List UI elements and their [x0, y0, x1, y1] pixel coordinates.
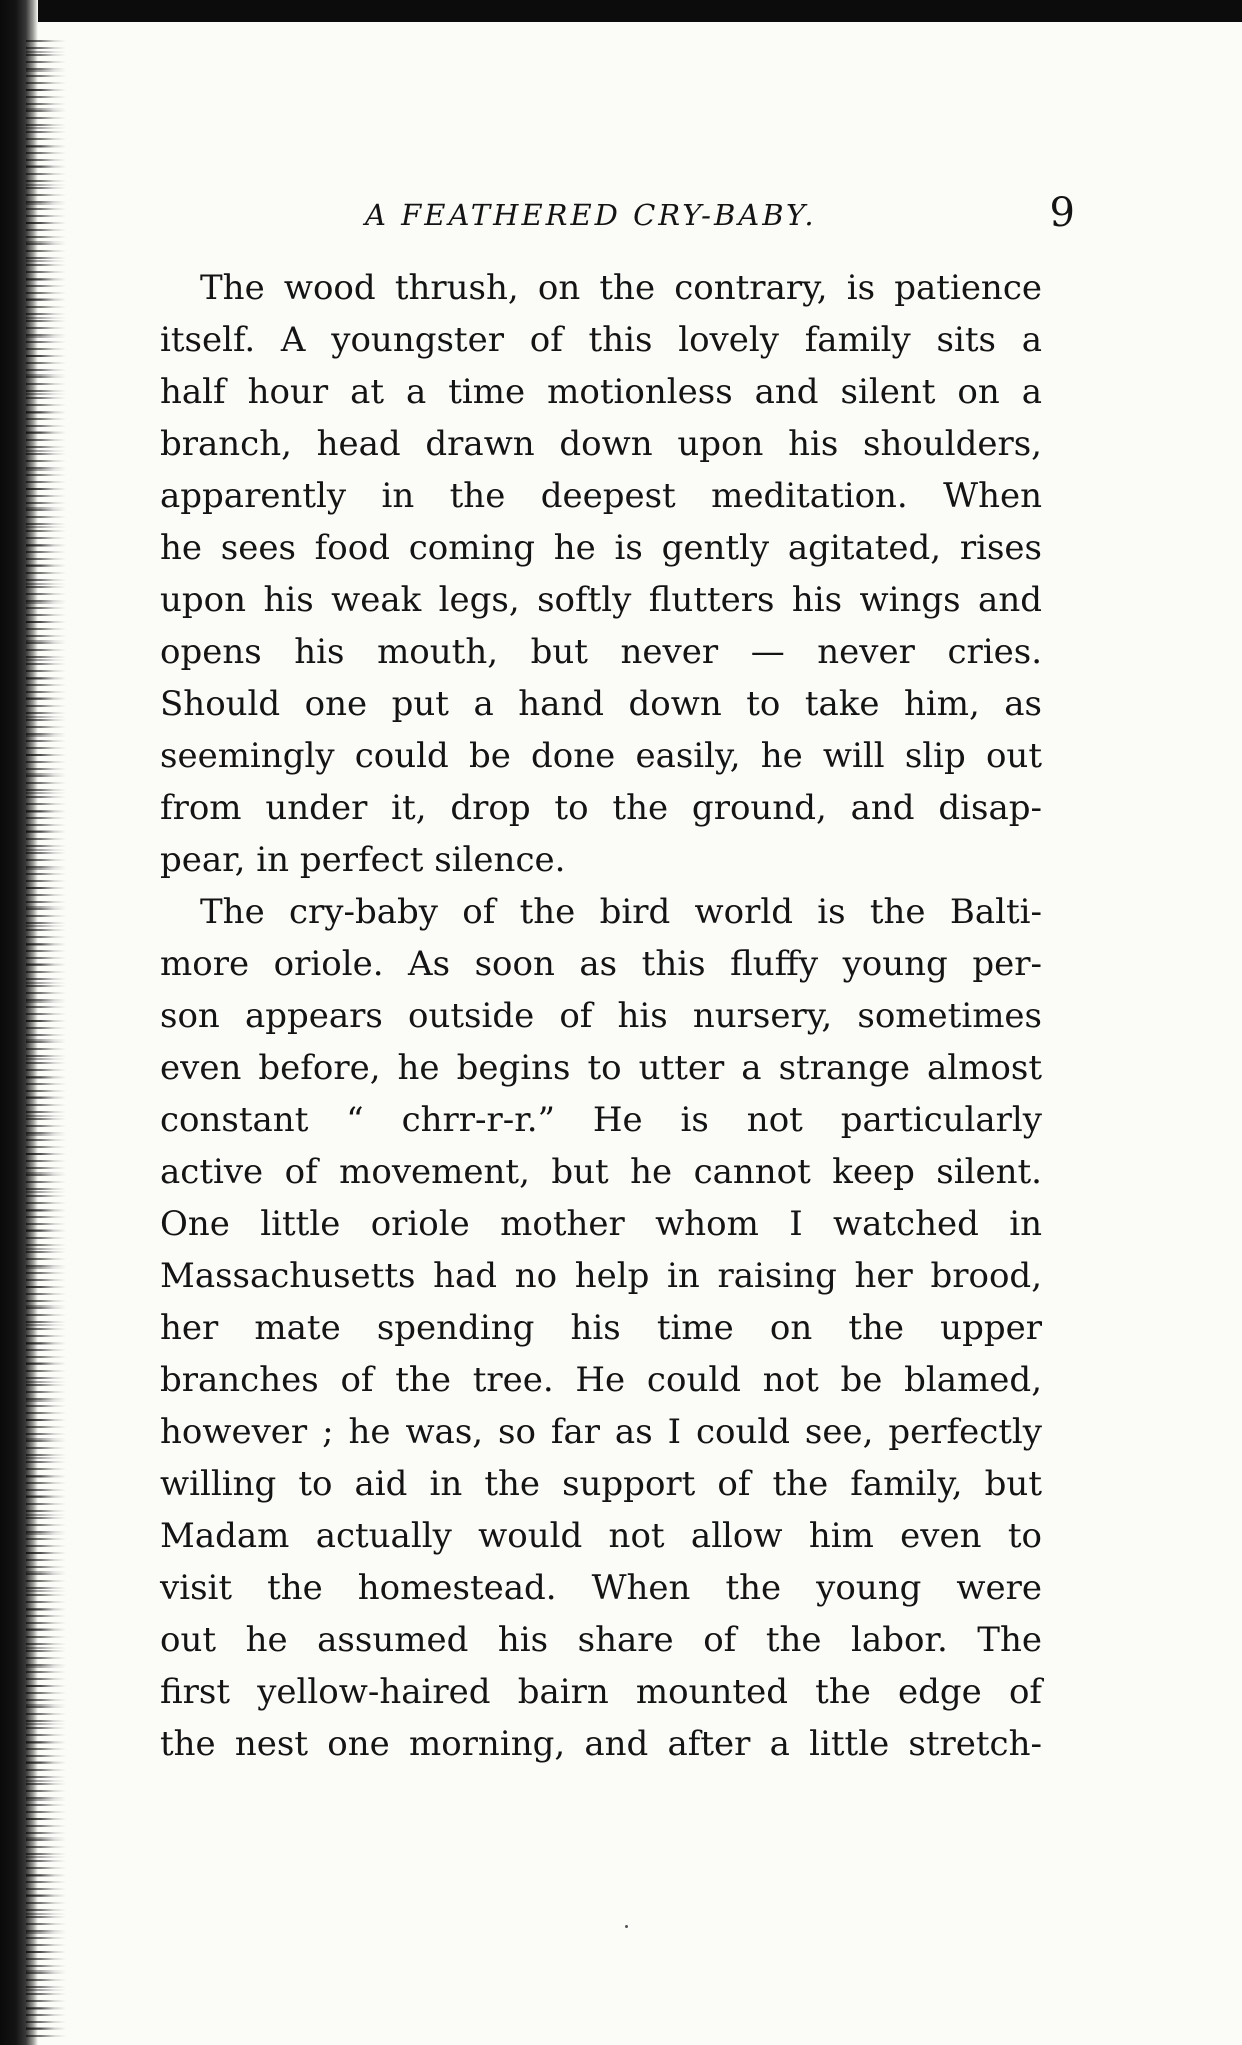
body-text [160, 262, 1042, 1770]
text-line: upon his weak legs, softly flutters his wings and [160, 580, 1042, 620]
text-line: seemingly could be done easily, he will slip out [160, 736, 1042, 776]
text-line: One little oriole mother whom I watched in [160, 1204, 1042, 1244]
text-line: The cry-baby of the bird world is the Balti- [200, 892, 1042, 932]
text-line: even before, he begins to utter a strange almost [160, 1048, 1042, 1088]
text-line: branch, head drawn down upon his shoulders, [160, 424, 1042, 464]
text-line: son appears outside of his nursery, sometimes [160, 996, 1042, 1036]
text-line: opens his mouth, but never — never cries. [160, 632, 1042, 672]
text-line: active of movement, but he cannot keep silent. [160, 1152, 1042, 1192]
text-line: however ; he was, so far as I could see, perfectly [160, 1412, 1042, 1452]
text-line: from under it, drop to the ground, and disap- [160, 788, 1042, 828]
text-line: itself. A youngster of this lovely family sits a [160, 320, 1042, 360]
text-line: visit the homestead. When the young were [160, 1568, 1042, 1608]
scan-top-edge [0, 0, 1242, 22]
text-line: half hour at a time motionless and silent on a [160, 372, 1042, 412]
text-line: pear, in perfect silence. [160, 840, 566, 880]
text-line: he sees food coming he is gently agitated, rises [160, 528, 1042, 568]
running-title: A FEATHERED CRY-BABY. [365, 198, 817, 232]
text-line: apparently in the deepest meditation. When [160, 476, 1042, 516]
text-line: The wood thrush, on the contrary, is patience [200, 268, 1042, 308]
paragraph-1 [160, 262, 1042, 886]
text-line: more oriole. As soon as this fluffy young per- [160, 944, 1042, 984]
text-line: out he assumed his share of the labor. The [160, 1620, 1042, 1660]
scan-spine-speckle [26, 40, 66, 2040]
text-line: constant “ chrr-r-r.” He is not particularly [160, 1100, 1042, 1140]
text-line: willing to aid in the support of the family, but [160, 1464, 1042, 1504]
page-number: 9 [1049, 190, 1075, 236]
paragraph-2 [160, 886, 1042, 1770]
text-line: her mate spending his time on the upper [160, 1308, 1042, 1348]
text-line: Massachusetts had no help in raising her brood, [160, 1256, 1042, 1296]
text-line: Madam actually would not allow him even to [160, 1516, 1042, 1556]
text-line: branches of the tree. He could not be blamed, [160, 1360, 1042, 1400]
scan-speck [625, 1925, 628, 1928]
page-header [160, 190, 1075, 240]
text-line: first yellow-haired bairn mounted the edge of [160, 1672, 1042, 1712]
text-line: Should one put a hand down to take him, as [160, 684, 1042, 724]
text-line: the nest one morning, and after a little stretch- [160, 1724, 1042, 1764]
